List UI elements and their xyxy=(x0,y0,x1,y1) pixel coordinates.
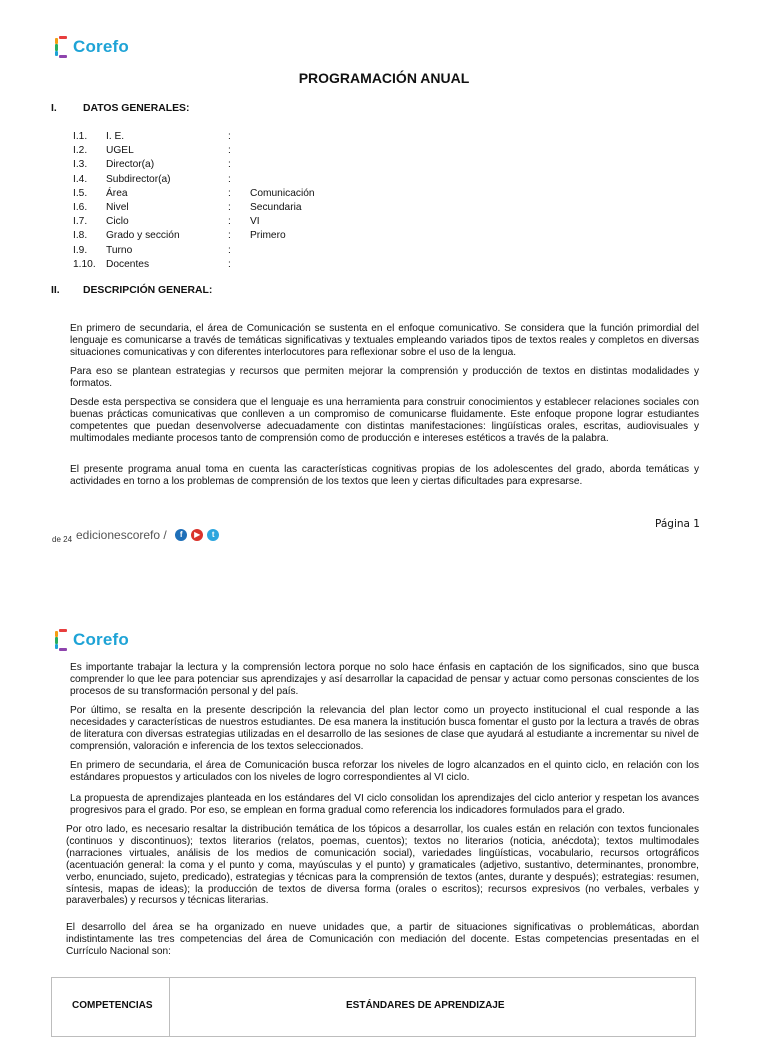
paragraph: Es importante trabajar la lectura y la comprensión lectora porque no solo hace énfasis en captación de los significados, sino que busca comprender lo que lee para potenciar sus aprendizajes y así desarrollar la capacidad de pensar y actuar como personas conscientes de los procesos de su transformación personal y del país. xyxy=(70,662,699,697)
table-header-competencias: COMPETENCIAS xyxy=(72,1000,153,1011)
datos-colon: : xyxy=(228,173,231,185)
datos-colon: : xyxy=(228,244,231,256)
datos-num: I.3. xyxy=(73,159,88,171)
corefo-logo-icon xyxy=(55,629,69,651)
competencias-table xyxy=(51,977,696,1037)
datos-row-ugel xyxy=(73,144,315,158)
datos-colon: : xyxy=(228,216,231,228)
paragraph: El desarrollo del área se ha organizado en nueve unidades que, a partir de situaciones significativas o problemáticas, abordan indistintamente las tres competencias del área de Comunicación con mediación del docente. Estas competencias presentadas en el Currículo Nacional son: xyxy=(66,922,699,957)
paragraph: Por otro lado, es necesario resaltar la distribución temática de los tópicos a desarrollar, los cuales están en relación con textos funcionales (continuos y discontinuos); textos literarios (relatos, poemas, cuentos); textos no literarios (noticia, anécdota); textos multimodales (narraciones virtuales, análisis de los medios de comunicación social), variedades lingüísticas, vocabulario, recursos ortográficos (acentuación general: la coma y el punto y coma, mayúsculas y el punto) y gramaticales (adjetivo, sustantivo, determinantes, pronombre, verbo, enunciado, sujeto, predicado), estrategias y técnicas para la comprensión de textos (antes, durante y después); estrategias: resumen, síntesis, mapas de ideas); la producción de textos de diversa forma (orales o escritos); recursos expresivos (no verbales, verbales y paraverbales) y recursos y técnicas literarias. xyxy=(66,824,699,907)
corefo-logo-text: Corefo xyxy=(73,630,129,649)
datos-row-subdirector xyxy=(73,173,315,187)
datos-row-grado xyxy=(73,229,315,243)
datos-label: Turno xyxy=(106,244,133,256)
datos-colon: : xyxy=(228,258,231,270)
youtube-icon[interactable]: ▶ xyxy=(191,529,203,541)
paragraph: En primero de secundaria, el área de Comunicación busca reforzar los niveles de logro alcanzados en el quinto ciclo, en relación con los estándares propuestos y articulados con los niveles de logro correspondientes al VI ciclo. xyxy=(70,760,699,783)
datos-label: I. E. xyxy=(106,131,125,142)
datos-row-ie xyxy=(73,130,315,144)
datos-num: I.7. xyxy=(73,216,88,228)
datos-num: I.9. xyxy=(73,244,88,256)
datos-num: I.2. xyxy=(73,145,88,157)
datos-value: Secundaria xyxy=(250,201,302,213)
datos-colon: : xyxy=(228,187,231,199)
datos-colon: : xyxy=(228,131,231,142)
datos-num: I.1. xyxy=(73,131,88,142)
datos-num: I.6. xyxy=(73,201,88,213)
page-count: de 24 xyxy=(52,535,73,544)
corefo-logo-text: Corefo xyxy=(73,37,129,56)
section-number: I. xyxy=(51,103,57,114)
datos-row-area xyxy=(73,187,315,201)
datos-colon: : xyxy=(228,159,231,171)
section-title: DESCRIPCIÓN GENERAL: xyxy=(83,285,213,296)
datos-colon: : xyxy=(228,201,231,213)
datos-label: Director(a) xyxy=(106,159,155,171)
datos-row-ciclo xyxy=(73,215,315,229)
datos-row-docentes xyxy=(73,258,315,272)
twitter-icon[interactable]: t xyxy=(207,529,219,541)
section-heading-datos xyxy=(51,103,189,114)
datos-label: Ciclo xyxy=(106,216,129,228)
section-title: DATOS GENERALES: xyxy=(83,103,190,114)
datos-label: UGEL xyxy=(106,145,134,157)
datos-value: Comunicación xyxy=(250,187,315,199)
datos-label: Docentes xyxy=(106,258,150,270)
page-title: PROGRAMACIÓN ANUAL xyxy=(298,70,470,86)
datos-num: I.4. xyxy=(73,173,88,185)
corefo-logo-icon xyxy=(55,36,69,58)
paragraph: Por último, se resalta en la presente descripción la relevancia del plan lector como un proyecto institucional el cual responde a las necesidades y características de nuestros estudiantes. De esa manera la institución busca fomentar el gusto por la lectura a través de obras de literatura con diversas estrategias utilizadas en el desarrollo de las sesiones de clase que ayudará al estudiante a incrementar su nivel de comprensión, valoración e inferencia de los textos seleccionados. xyxy=(70,705,699,752)
datos-label: Grado y sección xyxy=(106,230,180,242)
datos-num: I.5. xyxy=(73,187,88,199)
datos-label: Subdirector(a) xyxy=(106,173,171,185)
paragraph: La propuesta de aprendizajes planteada en los estándares del VI ciclo consolidan los aprendizajes del ciclo anterior y respetan los avances progresivos para el grado. Por eso, se emplean en forma gradual como referencia los indicadores formulados para el grado. xyxy=(70,793,699,816)
facebook-icon[interactable]: f xyxy=(175,529,187,541)
social-handle: edicionescorefo / xyxy=(76,528,167,542)
section-number: II. xyxy=(51,285,60,296)
paragraph: El presente programa anual toma en cuenta las características cognitivas propias de los adolescentes del grado, aborda temáticas y actividades en torno a los problemas de comprensión de los textos que leen y ciertas dificultades para expresarse. xyxy=(70,464,699,487)
datos-colon: : xyxy=(228,145,231,157)
paragraph: Desde esta perspectiva se considera que el lenguaje es una herramienta para construir conocimientos y establecer relaciones sociales con buenas prácticas comunicativas que conlleven a un compromiso de comunicarse fluidamente. Este enfoque propone lograr estudiantes competentes que puedan desenvolverse adecuadamente con distintas manifestaciones: lingüísticas orales, escritas, audiovisuales y multimodales mediante procesos tanto de comprensión como de producción e intereses estéticos a través de la palabra. xyxy=(70,397,699,444)
datos-label: Área xyxy=(106,187,128,199)
datos-row-turno xyxy=(73,244,315,258)
datos-colon: : xyxy=(228,230,231,242)
paragraph: Para eso se plantean estrategias y recursos que permiten mejorar la comprensión y producción de textos en distintas modalidades y formatos. xyxy=(70,366,699,389)
corefo-logo xyxy=(55,629,129,651)
footer-brand xyxy=(76,526,219,544)
datos-row-director xyxy=(73,158,315,172)
datos-row-nivel xyxy=(73,201,315,215)
datos-num: 1.10. xyxy=(73,258,96,270)
datos-generales-list xyxy=(73,130,315,272)
paragraph: En primero de secundaria, el área de Comunicación se sustenta en el enfoque comunicativo. Se considera que la función primordial del lenguaje es comunicarse a través de temáticas significativas y textuales empleando variados tipos de textos reales y completos en diversas situaciones comunicativas y con diferentes interlocutores para reflexionar sobre el uso de la lengua. xyxy=(70,323,699,358)
social-icons xyxy=(175,529,219,541)
datos-value: Primero xyxy=(250,230,286,242)
section-heading-descripcion xyxy=(51,285,212,296)
datos-value: VI xyxy=(250,216,260,228)
table-header-estandares: ESTÁNDARES DE APRENDIZAJE xyxy=(346,1000,505,1011)
datos-num: I.8. xyxy=(73,230,88,242)
corefo-logo xyxy=(55,36,129,58)
datos-label: Nivel xyxy=(106,201,129,213)
page-number: Página 1 xyxy=(655,518,700,530)
